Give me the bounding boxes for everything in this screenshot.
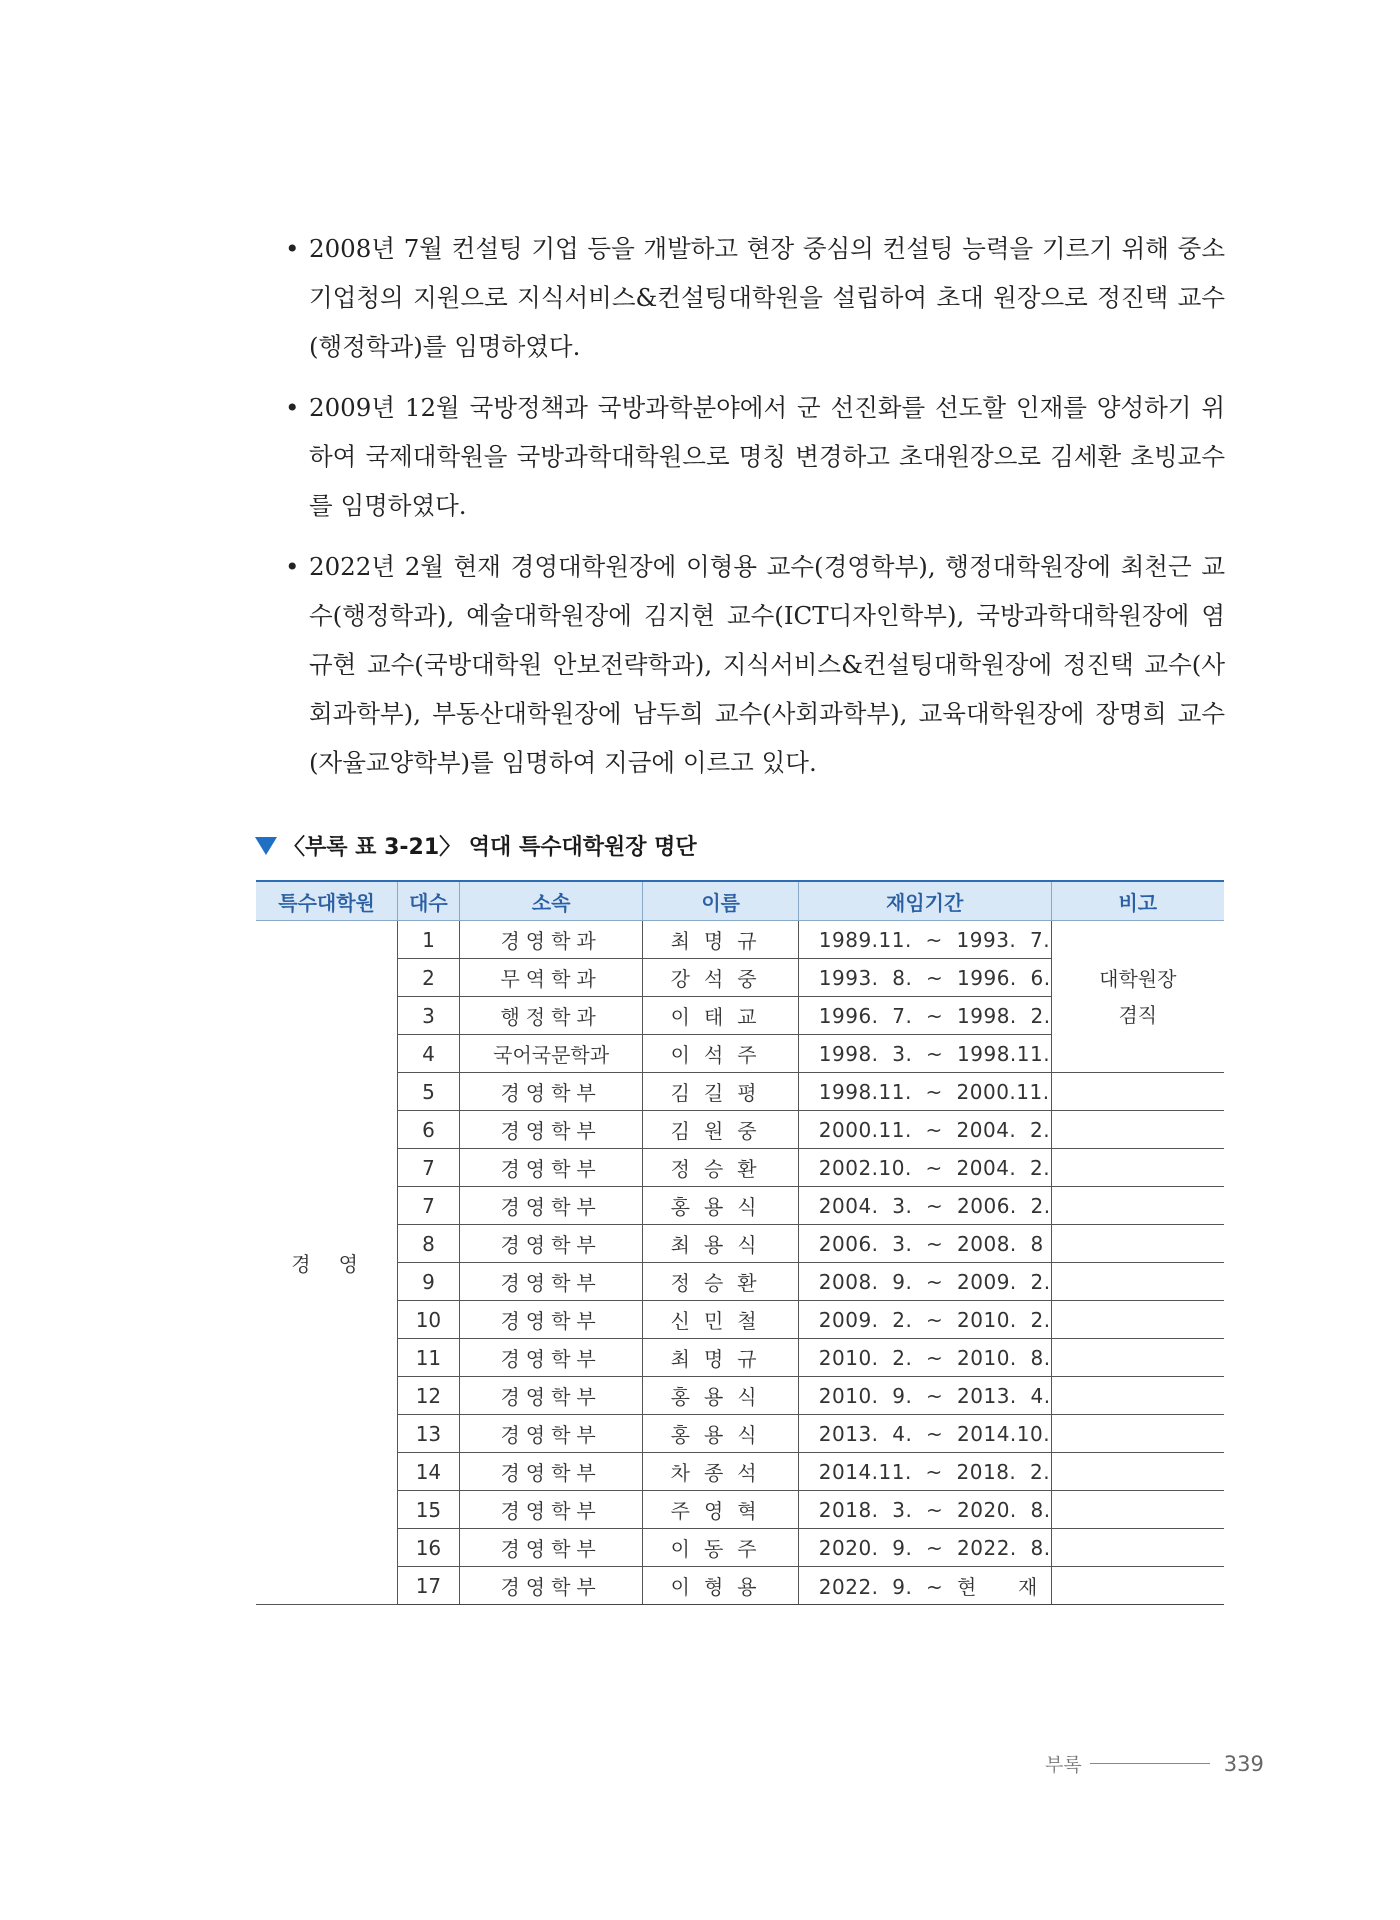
header-cell: 소속	[459, 881, 643, 921]
period-cell: 2013. 4. ~ 2014.10.	[798, 1415, 1051, 1453]
dept-cell: 경영학부	[459, 1453, 643, 1491]
name-cell: 홍용식	[643, 1187, 798, 1225]
no-cell: 8	[398, 1225, 460, 1263]
no-cell: 15	[398, 1491, 460, 1529]
table-caption-text: 〈부록 표 3-21〉 역대 특수대학원장 명단	[283, 835, 697, 860]
dept-cell: 경영학부	[459, 1491, 643, 1529]
note-cell-empty	[1051, 1529, 1224, 1567]
dept-cell: 경영학부	[459, 1377, 643, 1415]
no-cell: 17	[398, 1567, 460, 1605]
dept-cell: 경영학부	[459, 1567, 643, 1605]
dept-cell: 무역학과	[459, 959, 643, 997]
period-cell: 2000.11. ~ 2004. 2.	[798, 1111, 1051, 1149]
header-cell: 특수대학원	[256, 881, 398, 921]
header-cell: 대수	[398, 881, 460, 921]
table-row	[256, 1491, 1224, 1529]
dept-cell: 경영학부	[459, 1339, 643, 1377]
table-row	[256, 1149, 1224, 1187]
name-cell: 이석주	[643, 1035, 798, 1073]
page-number: 339	[1223, 1751, 1264, 1776]
name-cell: 이태교	[643, 997, 798, 1035]
triangle-marker-icon	[255, 837, 277, 855]
note-cell-empty	[1051, 1301, 1224, 1339]
name-cell: 차종석	[643, 1453, 798, 1491]
footer-label: 부록	[1045, 1754, 1082, 1776]
no-cell: 4	[398, 1035, 460, 1073]
no-cell: 3	[398, 997, 460, 1035]
period-cell: 2008. 9. ~ 2009. 2.	[798, 1263, 1051, 1301]
table-row	[256, 1225, 1224, 1263]
dept-cell: 행정학과	[459, 997, 643, 1035]
bullet-item: • 2009년 12월 국방정책과 국방과학분야에서 군 선진화를 선도할 인재를 양성하기 위하여 국제대학원을 국방과학대학원으로 명칭 변경하고 초대원장으로 김세환 초빙교수를 임명하였다.	[285, 393, 1225, 520]
dept-cell: 국어국문학과	[459, 1035, 643, 1073]
period-cell: 2002.10. ~ 2004. 2.	[798, 1149, 1051, 1187]
name-cell: 정승환	[643, 1263, 798, 1301]
table-row	[256, 1187, 1224, 1225]
table-row	[256, 921, 1224, 959]
dept-cell: 경영학부	[459, 1149, 643, 1187]
table-row	[256, 1529, 1224, 1567]
period-cell: 1998.11. ~ 2000.11.	[798, 1073, 1051, 1111]
dept-cell: 경영학부	[459, 1073, 643, 1111]
dean-roster-table	[256, 880, 1224, 1605]
period-cell: 1996. 7. ~ 1998. 2.	[798, 997, 1051, 1035]
period-cell: 2004. 3. ~ 2006. 2.	[798, 1187, 1051, 1225]
table-row	[256, 1567, 1224, 1605]
note-cell-empty	[1051, 1263, 1224, 1301]
bullet-item: • 2008년 7월 컨설팅 기업 등을 개발하고 현장 중심의 컨설팅 능력을 기르기 위해 중소기업청의 지원으로 지식서비스&컨설팅대학원을 설립하여 초대 원장으로 정진택 교수(행정학과)를 임명하였다.	[285, 234, 1225, 361]
note-cell-empty	[1051, 1567, 1224, 1605]
no-cell: 9	[398, 1263, 460, 1301]
note-cell-empty	[1051, 1377, 1224, 1415]
bullet-text: 2009년 12월 국방정책과 국방과학분야에서 군 선진화를 선도할 인재를 양성하기 위하여 국제대학원을 국방과학대학원으로 명칭 변경하고 초대원장으로 김세환 초빙교수를 임명하였다.	[309, 393, 1225, 520]
no-cell: 7	[398, 1149, 460, 1187]
header-cell: 재임기간	[798, 881, 1051, 921]
bullet-list	[285, 224, 1225, 787]
name-cell: 김원중	[643, 1111, 798, 1149]
table-caption	[255, 830, 697, 861]
table-row	[256, 1263, 1224, 1301]
table-row	[256, 1377, 1224, 1415]
name-cell: 홍용식	[643, 1415, 798, 1453]
note-cell	[1051, 921, 1224, 1073]
bullet-text: 2008년 7월 컨설팅 기업 등을 개발하고 현장 중심의 컨설팅 능력을 기르기 위해 중소기업청의 지원으로 지식서비스&컨설팅대학원을 설립하여 초대 원장으로 정진택 교수(행정학과)를 임명하였다.	[309, 234, 1225, 361]
period-cell: 2020. 9. ~ 2022. 8.	[798, 1529, 1051, 1567]
no-cell: 1	[398, 921, 460, 959]
name-cell: 강석중	[643, 959, 798, 997]
note-cell-empty	[1051, 1073, 1224, 1111]
no-cell: 5	[398, 1073, 460, 1111]
note-line: 대학원장	[1099, 966, 1177, 991]
header-cell: 이름	[643, 881, 798, 921]
no-cell: 7	[398, 1187, 460, 1225]
period-cell: 2010. 2. ~ 2010. 8.	[798, 1339, 1051, 1377]
table-header-row	[256, 881, 1224, 921]
dept-cell: 경영학과	[459, 921, 643, 959]
bullet-item: • 2022년 2월 현재 경영대학원장에 이형용 교수(경영학부), 행정대학원장에 최천근 교수(행정학과), 예술대학원장에 김지현 교수(ICT디자인학부), 국방과학대학원장에 염규현 교수(국방대학원 안보전략학과), 지식서비스&컨설팅대학원장에 정진택 교수(사회과학부), 부동산대학원장에 남두희 교수(사회과학부), 교육대학원장에 장명희 교수(자율교양학부)를 임명하여 지금에 이르고 있다.	[285, 552, 1225, 777]
name-cell: 최명규	[643, 1339, 798, 1377]
name-cell: 김길평	[643, 1073, 798, 1111]
name-cell: 신민철	[643, 1301, 798, 1339]
no-cell: 6	[398, 1111, 460, 1149]
period-cell: 1989.11. ~ 1993. 7.	[798, 921, 1051, 959]
table-row	[256, 1453, 1224, 1491]
table-row	[256, 1111, 1224, 1149]
note-cell-empty	[1051, 1453, 1224, 1491]
note-cell-empty	[1051, 1415, 1224, 1453]
note-cell-empty	[1051, 1339, 1224, 1377]
note-cell-empty	[1051, 1225, 1224, 1263]
table-row	[256, 1415, 1224, 1453]
table-row	[256, 1301, 1224, 1339]
period-cell: 2010. 9. ~ 2013. 4.	[798, 1377, 1051, 1415]
dept-cell: 경영학부	[459, 1415, 643, 1453]
period-cell: 2006. 3. ~ 2008. 8	[798, 1225, 1051, 1263]
period-cell: 2009. 2. ~ 2010. 2.	[798, 1301, 1051, 1339]
name-cell: 최용식	[643, 1225, 798, 1263]
no-cell: 13	[398, 1415, 460, 1453]
name-cell: 홍용식	[643, 1377, 798, 1415]
table-row	[256, 1339, 1224, 1377]
dept-cell: 경영학부	[459, 1263, 643, 1301]
note-cell-empty	[1051, 1187, 1224, 1225]
bullet-text: 2022년 2월 현재 경영대학원장에 이형용 교수(경영학부), 행정대학원장에 최천근 교수(행정학과), 예술대학원장에 김지현 교수(ICT디자인학부), 국방과학대학원장에 염규현 교수(국방대학원 안보전략학과), 지식서비스&컨설팅대학원장에 정진택 교수(사회과학부), 부동산대학원장에 남두희 교수(사회과학부), 교육대학원장에 장명희 교수(자율교양학부)를 임명하여 지금에 이르고 있다.	[309, 552, 1225, 777]
dept-cell: 경영학부	[459, 1225, 643, 1263]
dept-cell: 경영학부	[459, 1529, 643, 1567]
period-cell: 1993. 8. ~ 1996. 6.	[798, 959, 1051, 997]
no-cell: 11	[398, 1339, 460, 1377]
period-cell: 2018. 3. ~ 2020. 8.	[798, 1491, 1051, 1529]
header-cell: 비고	[1051, 881, 1224, 921]
name-cell: 정승환	[643, 1149, 798, 1187]
dept-cell: 경영학부	[459, 1301, 643, 1339]
note-line: 겸직	[1118, 1002, 1158, 1027]
dept-cell: 경영학부	[459, 1111, 643, 1149]
name-cell: 이형용	[643, 1567, 798, 1605]
dept-cell: 경영학부	[459, 1187, 643, 1225]
name-cell: 최명규	[643, 921, 798, 959]
no-cell: 14	[398, 1453, 460, 1491]
period-cell: 1998. 3. ~ 1998.11.	[798, 1035, 1051, 1073]
no-cell: 16	[398, 1529, 460, 1567]
note-cell-empty	[1051, 1149, 1224, 1187]
period-cell: 2022. 9. ~ 현 재	[798, 1567, 1051, 1605]
table-row	[256, 1073, 1224, 1111]
period-cell: 2014.11. ~ 2018. 2.	[798, 1453, 1051, 1491]
footer-rule	[1090, 1763, 1210, 1764]
no-cell: 2	[398, 959, 460, 997]
page-footer	[1045, 1750, 1275, 1777]
no-cell: 10	[398, 1301, 460, 1339]
group-cell: 경 영	[256, 921, 398, 1605]
name-cell: 주영혁	[643, 1491, 798, 1529]
note-cell-empty	[1051, 1491, 1224, 1529]
name-cell: 이동주	[643, 1529, 798, 1567]
note-cell-empty	[1051, 1111, 1224, 1149]
no-cell: 12	[398, 1377, 460, 1415]
